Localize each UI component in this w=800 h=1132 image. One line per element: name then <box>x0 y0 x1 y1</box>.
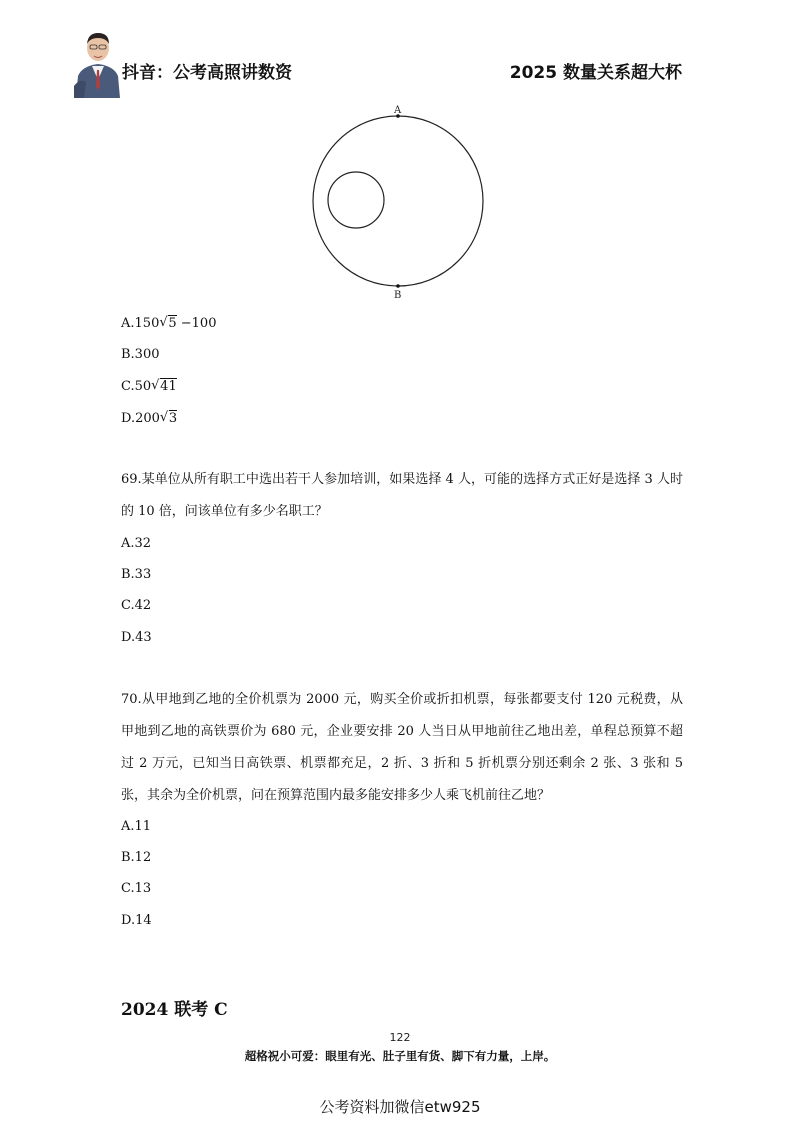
q68-option-a: A.150√ 5 −100 <box>121 316 216 331</box>
page-number: 122 <box>389 1031 411 1044</box>
label-a: A <box>394 105 402 116</box>
q69-option-b: B.33 <box>121 567 152 582</box>
header-channel-title: 抖音：公考高照讲数资 <box>122 63 292 83</box>
q70-option-c: C.13 <box>121 881 152 896</box>
footer-contact: 公考资料加微信etw925 <box>319 1098 481 1116</box>
q69-option-c: C.42 <box>121 598 152 613</box>
question-70: 70.从甲地到乙地的全价机票为 2000 元，购买全价或折扣机票，每张都要支付 120 元税费，从甲地到乙地的高铁票价为 680 元，企业要安排 20 人当日从甲地前往乙地出差，单程总预算不超过 2 万元，已知当日高铁票、机票都充足，2 折、3 折和 5 折机票分别还剩余 2 张、3 张和 5 张，其余为全价机票，问在预算范围内最多能安排多少人乘飞机前往乙地？ <box>121 692 683 803</box>
header-series-title: 2025 数量关系超大杯 <box>509 63 682 83</box>
footer-slogan: 超格祝小可爱：眼里有光、肚子里有货、脚下有力量，上岸。 <box>244 1049 556 1063</box>
q70-option-d: D.14 <box>121 913 152 928</box>
teacher-avatar <box>70 26 126 98</box>
small-circle <box>328 172 384 228</box>
sqrt-symbol: √ 5 <box>159 316 176 331</box>
section-title: 2024 联考 C <box>121 1000 228 1020</box>
sqrt-symbol: √ 3 <box>160 411 177 426</box>
label-b: B <box>394 290 402 301</box>
q68-option-c: C.50√ 41 <box>121 379 177 394</box>
q70-option-a: A.11 <box>121 819 152 834</box>
q68-option-d: D.200√ 3 <box>121 411 177 426</box>
circle-figure <box>300 100 500 306</box>
q69-option-a: A.32 <box>121 536 152 551</box>
q70-option-b: B.12 <box>121 850 152 865</box>
point-b <box>396 284 400 288</box>
q69-option-d: D.43 <box>121 630 152 645</box>
question-69: 69.某单位从所有职工中选出若干人参加培训，如果选择 4 人，可能的选择方式正好是选择 3 人时的 10 倍，问该单位有多少名职工？ <box>121 472 683 519</box>
large-circle <box>313 116 483 286</box>
q68-option-b: B.300 <box>121 347 160 362</box>
sqrt-symbol: √ 41 <box>151 379 177 394</box>
